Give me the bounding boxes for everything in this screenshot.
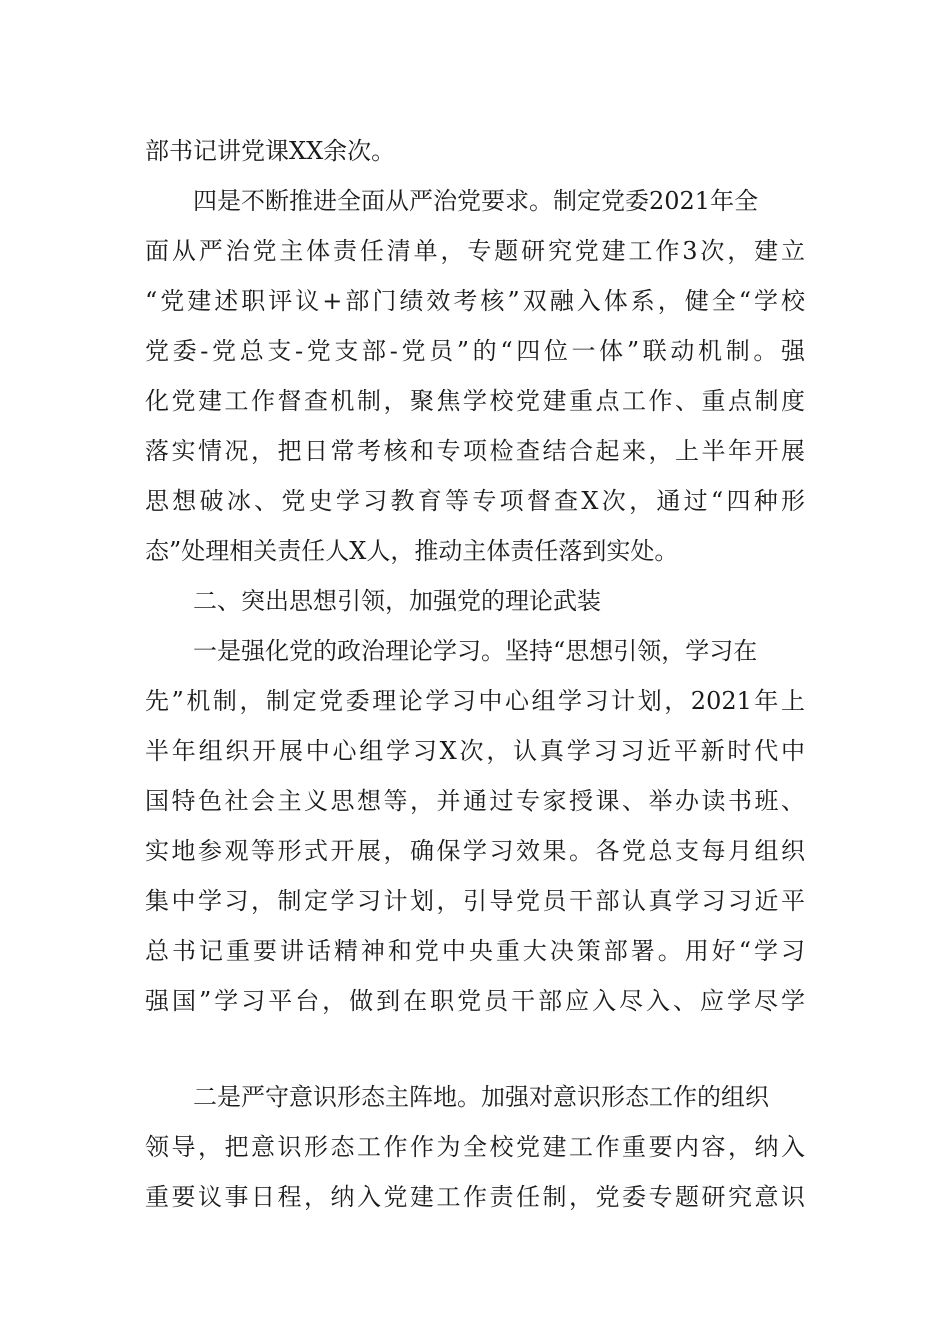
text-line: 领导，把意识形态工作作为全校党建工作重要内容，纳入 <box>145 1133 805 1161</box>
text-line: 党委-党总支-党支部-党员”的“四位一体”联动机制。强 <box>145 337 805 365</box>
text-line: 重要议事日程，纳入党建工作责任制，党委专题研究意识 <box>145 1183 805 1211</box>
paragraph-first-line: 四是不断推进全面从严治党要求。制定党委2021年全 <box>193 187 759 215</box>
paragraph-first-line: 一是强化党的政治理论学习。坚持“思想引领，学习在 <box>193 637 758 665</box>
text-line: 落实情况，把日常考核和专项检查结合起来，上半年开展 <box>145 437 805 465</box>
text-line: “党建述职评议+部门绩效考核”双融入体系，健全“学校 <box>145 287 805 315</box>
text-line: 实地参观等形式开展，确保学习效果。各党总支每月组织 <box>145 837 805 865</box>
text-line: 总书记重要讲话精神和党中央重大决策部署。用好“学习 <box>145 937 805 965</box>
text-line: 态”处理相关责任人X人，推动主体责任落到实处。 <box>145 537 679 565</box>
text-line: 思想破冰、党史学习教育等专项督查X次，通过“四种形 <box>145 487 805 515</box>
text-line: 半年组织开展中心组学习X次，认真学习习近平新时代中 <box>145 737 805 765</box>
section-heading: 二、突出思想引领，加强党的理论武装 <box>193 587 601 615</box>
text-line: 部书记讲党课XX余次。 <box>145 137 396 165</box>
paragraph-first-line: 二是严守意识形态主阵地。加强对意识形态工作的组织 <box>193 1083 769 1111</box>
text-line: 强国”学习平台，做到在职党员干部应入尽入、应学尽学 <box>145 987 805 1015</box>
text-line: 集中学习，制定学习计划，引导党员干部认真学习习近平 <box>145 887 805 915</box>
text-line: 先”机制，制定党委理论学习中心组学习计划，2021年上 <box>145 687 805 715</box>
text-line: 面从严治党主体责任清单，专题研究党建工作3次，建立 <box>145 237 805 265</box>
text-line: 化党建工作督查机制，聚焦学校党建重点工作、重点制度 <box>145 387 805 415</box>
text-line: 国特色社会主义思想等，并通过专家授课、举办读书班、 <box>145 787 805 815</box>
